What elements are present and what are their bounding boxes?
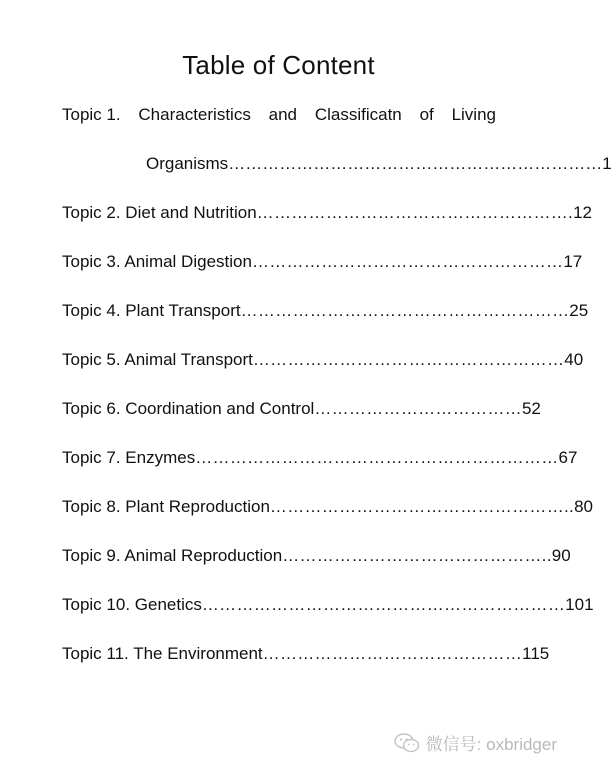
- toc-entry-page: 90: [551, 546, 571, 565]
- toc-entry-1-line2: [146, 153, 612, 175]
- toc-entry-11: [62, 643, 549, 665]
- toc-entry-leader: ………………………………………………: [251, 252, 564, 271]
- toc-entry-1-page: 1: [602, 154, 612, 173]
- toc-entry-page: 115: [522, 644, 550, 663]
- toc-entry-page: 40: [564, 350, 584, 369]
- toc-entry-leader: ………………………………………………………: [201, 595, 566, 614]
- toc-entry-leader: …………………………………………………: [240, 301, 570, 320]
- toc-entry-page: 101: [565, 595, 594, 614]
- toc-entry-2: [62, 202, 592, 224]
- toc-entry-label: Topic 8. Plant Reproduction: [62, 497, 270, 516]
- watermark: [394, 730, 557, 755]
- toc-entry-page: 17: [563, 252, 583, 271]
- toc-entry-page: 80: [574, 497, 593, 516]
- toc-entry-label: Topic 7. Enzymes: [62, 448, 196, 467]
- toc-entry-label: Topic 11. The Environment: [62, 644, 263, 663]
- toc-entry-9: [62, 545, 571, 567]
- toc-entry-leader: ……………………………………………….: [256, 203, 574, 222]
- toc-entry-6: [62, 398, 541, 420]
- toc-entry-leader: ………………………………: [314, 399, 522, 418]
- toc-entry-1-line1: [62, 104, 496, 126]
- wechat-icon: [394, 733, 420, 753]
- watermark-text: 微信号: oxbridger: [425, 735, 557, 754]
- toc-entry-leader: ………………………………………………………: [195, 448, 559, 467]
- toc-entry-label: Topic 4. Plant Transport: [62, 301, 241, 320]
- toc-entry-leader: ………………………………………………: [252, 350, 565, 369]
- toc-entry-label: Topic 10. Genetics: [62, 595, 202, 614]
- toc-entry-1-continuation: Organisms: [146, 154, 229, 173]
- toc-entry-page: 67: [558, 448, 578, 467]
- toc-entry-label: Topic 2. Diet and Nutrition: [62, 203, 257, 222]
- toc-entry-10: [62, 594, 594, 616]
- toc-entry-1-word-1: Characteristics: [138, 105, 251, 124]
- toc-entry-7: [62, 447, 577, 469]
- toc-entry-label: Topic 3. Animal Digestion: [62, 252, 252, 271]
- toc-entry-1-leader: …………………………………………………………: [228, 154, 603, 173]
- toc-entry-5: [62, 349, 583, 371]
- toc-entry-4: [62, 300, 588, 322]
- toc-entry-8: [62, 496, 593, 518]
- toc-entry-3: [62, 251, 582, 273]
- toc-entry-leader: ……………………………………………..: [269, 497, 575, 516]
- toc-entry-1-word-5: Living: [451, 105, 496, 124]
- toc-entry-leader: ………………………………………..: [282, 546, 552, 565]
- toc-entry-label: Topic 5. Animal Transport: [62, 350, 253, 369]
- toc-entry-1-word-2: and: [268, 105, 298, 124]
- page-title: Table of Content: [182, 50, 375, 80]
- toc-entry-leader: ………………………………………: [262, 644, 523, 663]
- toc-entry-page: 52: [521, 399, 541, 418]
- toc-entry-1-topic: Topic 1.: [62, 105, 121, 124]
- toc-entry-1-word-3: Classificatn: [314, 105, 402, 124]
- toc-entry-page: 25: [569, 301, 589, 320]
- toc-entry-label: Topic 9. Animal Reproduction: [62, 546, 283, 565]
- toc-entry-page: 12: [573, 203, 593, 222]
- toc-entry-label: Topic 6. Coordination and Control: [62, 399, 315, 418]
- toc-entry-1-word-4: of: [419, 105, 434, 124]
